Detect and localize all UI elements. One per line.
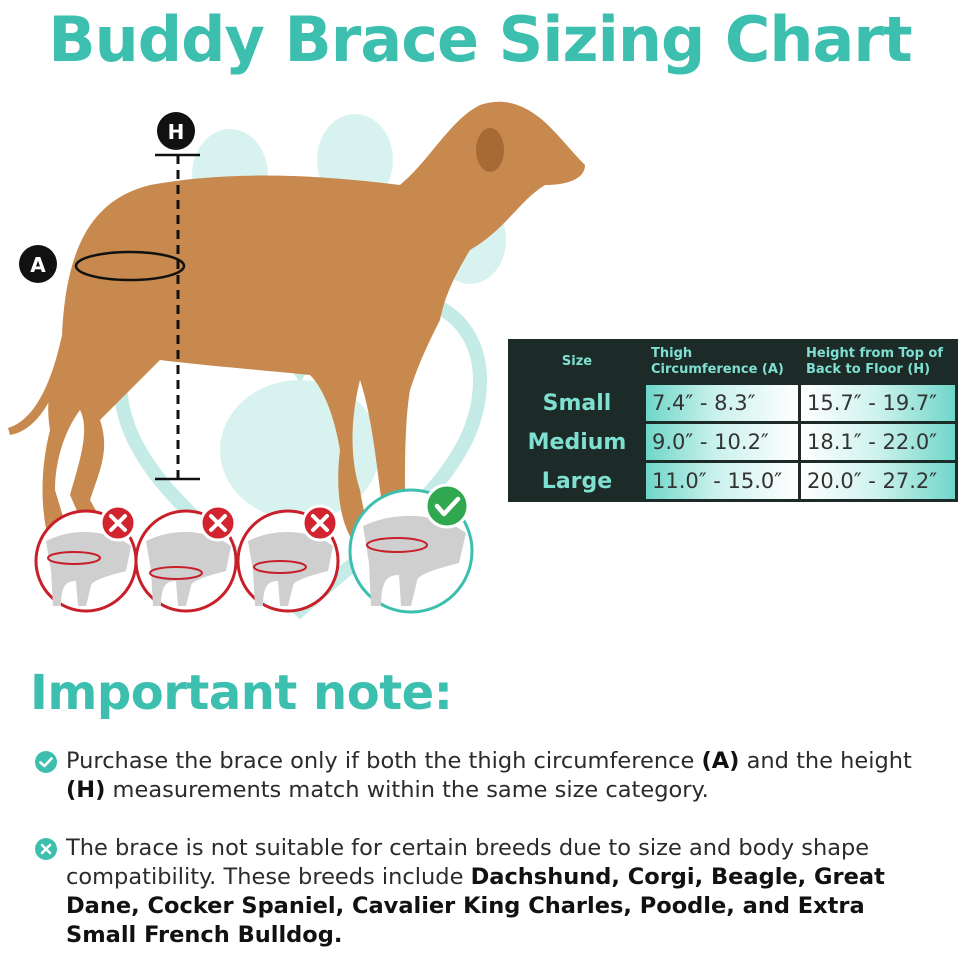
size-name: Medium — [511, 424, 643, 460]
marker-a-label: A — [30, 253, 46, 277]
note2-text-1: The brace is not suitable for certain breeds due to size and body shape compatibility. These breeds include — [66, 835, 870, 890]
note-item-purchase — [34, 747, 934, 805]
height-range: 20.0″ - 27.2″ — [801, 463, 955, 499]
note-item-breeds — [34, 834, 934, 950]
height-range: 18.1″ - 22.0″ — [801, 424, 955, 460]
header-thigh: Thigh Circumference (A) — [646, 342, 798, 382]
header-height: Height from Top of Back to Floor (H) — [801, 342, 955, 382]
size-name: Large — [511, 463, 643, 499]
table-row — [511, 424, 955, 460]
table-row — [511, 463, 955, 499]
page-title: Buddy Brace Sizing Chart — [48, 3, 912, 76]
fit-example-2 — [136, 506, 236, 611]
note-title: Important note: — [30, 665, 453, 721]
fit-example-4 — [350, 485, 472, 612]
table-row — [511, 385, 955, 421]
size-table — [508, 339, 958, 502]
note1-text-2: and the height — [739, 748, 912, 774]
table-header-row — [511, 342, 955, 382]
height-range: 15.7″ - 19.7″ — [801, 385, 955, 421]
note1-text-3: measurements match within the same size category. — [105, 777, 709, 803]
header-size: Size — [511, 342, 643, 382]
note2-bold-breeds: Dachshund, Corgi, Beagle, Great Dane, Cocker Spaniel, Cavalier King Charles, Poodle, and Extra Small French Bulldog. — [66, 864, 885, 948]
note1-bold-h: (H) — [66, 777, 106, 803]
note1-text-1: Purchase the brace only if both the thigh circumference — [66, 748, 702, 774]
thigh-range: 9.0″ - 10.2″ — [646, 424, 798, 460]
thigh-range: 7.4″ - 8.3″ — [646, 385, 798, 421]
note-text — [66, 834, 934, 950]
size-name: Small — [511, 385, 643, 421]
fit-example-3 — [238, 506, 338, 611]
x-circle-icon — [34, 837, 58, 861]
note-text — [66, 747, 934, 805]
note1-bold-a: (A) — [701, 748, 740, 774]
thigh-range: 11.0″ - 15.0″ — [646, 463, 798, 499]
check-circle-icon — [34, 750, 58, 774]
marker-h-label: H — [167, 120, 185, 144]
